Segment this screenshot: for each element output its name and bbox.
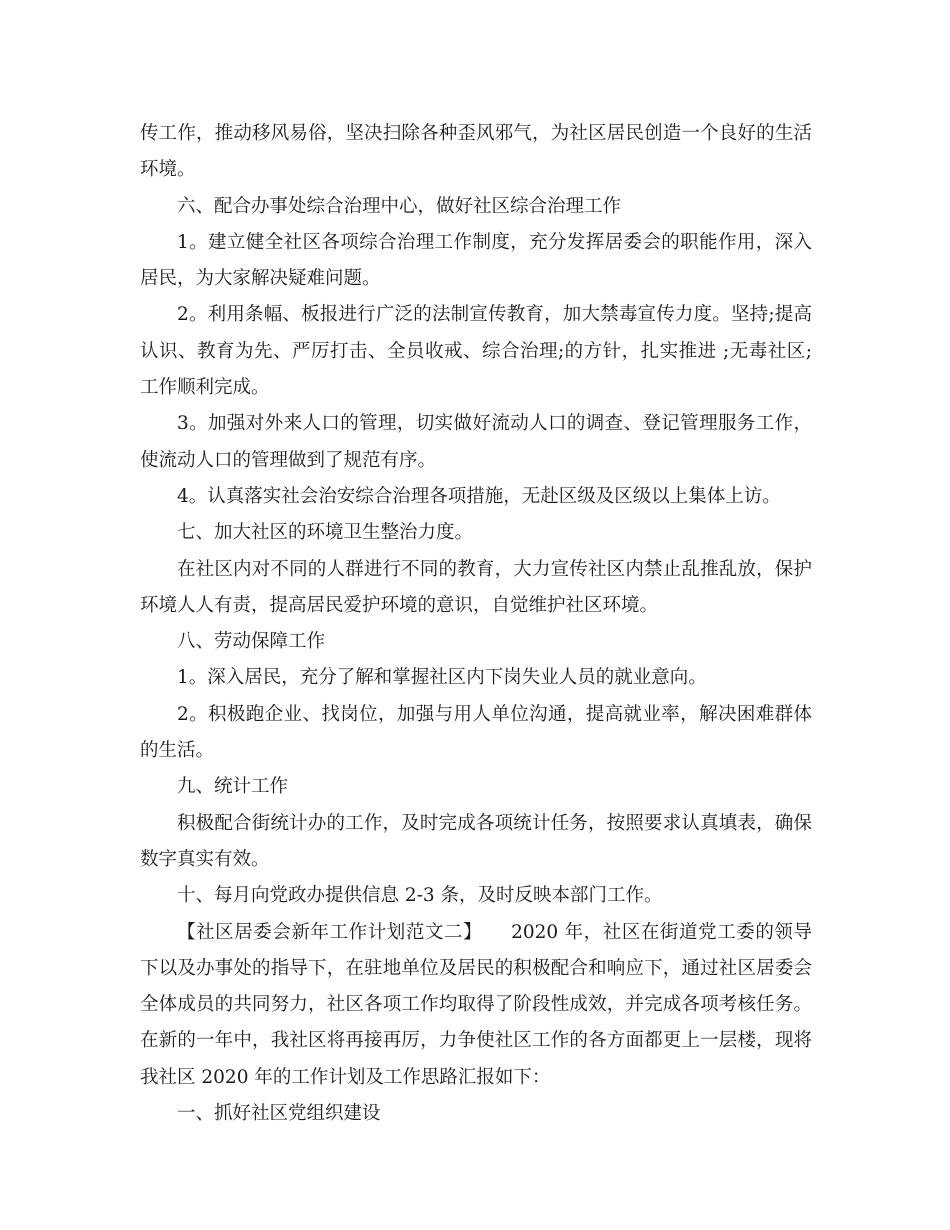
section-heading: 七、加大社区的环境卫生整治力度。 — [177, 522, 474, 544]
paragraph: 4。认真落实社会治安综合治理各项措施，无赴区级及区级以上集体上访。 — [177, 485, 781, 507]
paragraph: 1。深入居民，充分了解和掌握社区内下岗失业人员的就业意向。 — [177, 667, 707, 689]
paragraph: 1。建立健全社区各项综合治理工作制度，充分发挥居委会的职能作用，深入居民，为大家解决疑难问题。 — [140, 231, 812, 290]
section-heading: 一、抓好社区党组织建设 — [177, 1103, 381, 1125]
section-heading: 六、配合办事处综合治理中心，做好社区综合治理工作 — [177, 195, 622, 217]
paragraph: 【社区居委会新年工作计划范文二】 2020 年，社区在街道党工委的领导下以及办事处的指导下，在驻地单位及居民的积极配合和响应下，通过社区居委会全体成员的共同努力，社区各项工作均取得了阶段性成效，并完成各项考核任务。在新的一年中，我社区将再接再厉，力争使社区工作的各方面都更上一层楼，现将我社区 2020 年的工作计划及工作思路汇报如下： — [140, 921, 812, 1088]
paragraph: 积极配合街统计办的工作，及时完成各项统计任务，按照要求认真填表，确保数字真实有效。 — [140, 812, 812, 870]
section-heading: 九、统计工作 — [177, 776, 289, 798]
document-body — [140, 116, 812, 1132]
section-heading: 十、每月向党政办提供信息 2-3 条，及时反映本部门工作。 — [177, 885, 663, 907]
paragraph: 2。积极跑企业、找岗位，加强与用人单位沟通，提高就业率，解决困难群体的生活。 — [140, 703, 812, 762]
paragraph: 在社区内对不同的人群进行不同的教育，大力宣传社区内禁止乱推乱放，保护环境人人有责，提高居民爱护环境的意识，自觉维护社区环境。 — [140, 558, 812, 616]
paragraph: 传工作，推动移风易俗，坚决扫除各种歪风邪气，为社区居民创造一个良好的生活环境。 — [140, 123, 812, 181]
paragraph: 3。加强对外来人口的管理，切实做好流动人口的调查、登记管理服务工作，使流动人口的管理做到了规范有序。 — [140, 413, 812, 471]
paragraph: 2。利用条幅、板报进行广泛的法制宣传教育，加大禁毒宣传力度。坚持;提高认识、教育为先、严厉打击、全员收戒、综合治理;的方针，扎实推进 ;无毒社区;工作顺利完成。 — [140, 304, 812, 399]
section-heading: 八、劳动保障工作 — [177, 631, 326, 653]
